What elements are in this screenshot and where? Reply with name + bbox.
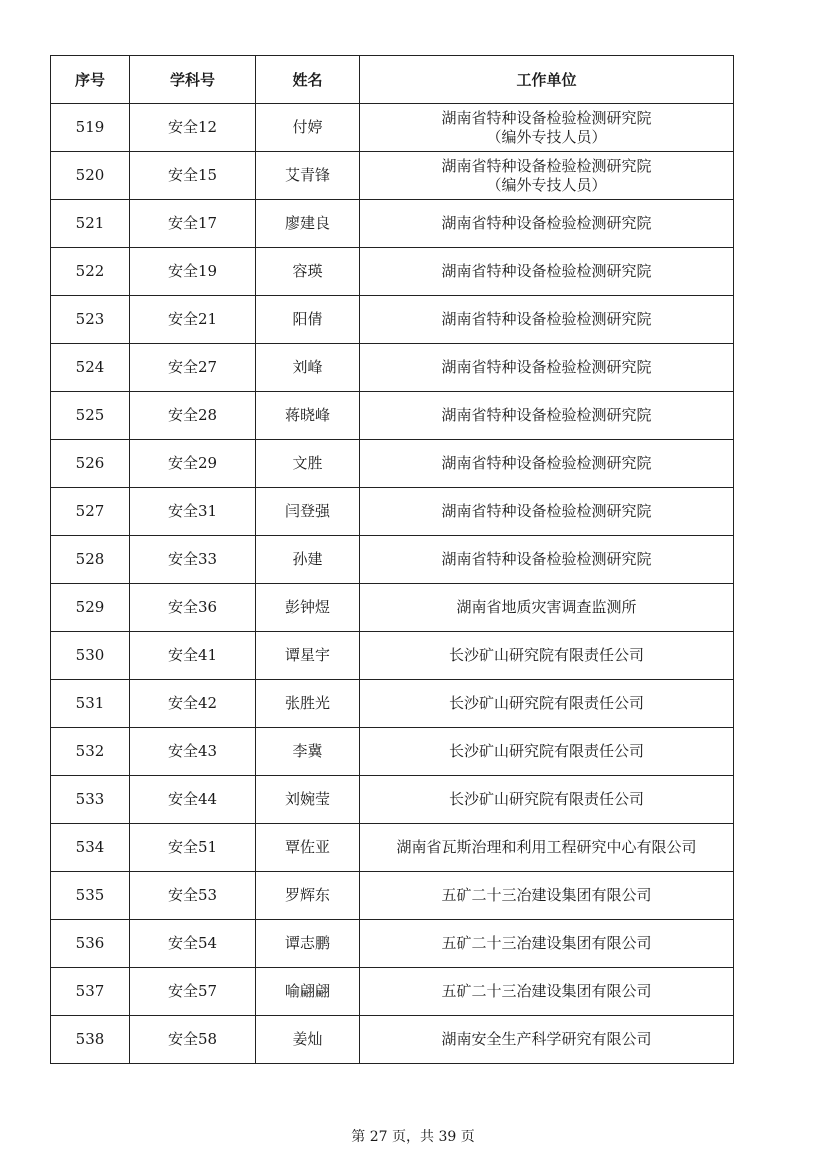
- cell-subject-code: 安全19: [130, 248, 256, 296]
- cell-name: 姜灿: [256, 1016, 360, 1064]
- table-row: [51, 968, 734, 1016]
- cell-subject-code: 安全28: [130, 392, 256, 440]
- work-unit-line: 湖南省特种设备检验检测研究院: [441, 214, 652, 232]
- work-unit-line: 长沙矿山研究院有限责任公司: [448, 742, 644, 760]
- cell-seq: 524: [51, 344, 130, 392]
- cell-seq: 537: [51, 968, 130, 1016]
- work-unit-line: 五矿二十三冶建设集团有限公司: [441, 886, 652, 904]
- cell-name: 彭钟煜: [256, 584, 360, 632]
- cell-seq: 530: [51, 632, 130, 680]
- cell-work-unit: [360, 344, 734, 392]
- cell-name: 孙建: [256, 536, 360, 584]
- table-row: [51, 824, 734, 872]
- work-unit-line: 湖南省特种设备检验检测研究院: [441, 262, 652, 280]
- table-row: [51, 1016, 734, 1064]
- cell-work-unit: [360, 968, 734, 1016]
- work-unit-line: 湖南安全生产科学研究有限公司: [441, 1030, 652, 1048]
- cell-seq: 522: [51, 248, 130, 296]
- cell-seq: 521: [51, 200, 130, 248]
- cell-name: 付婷: [256, 104, 360, 152]
- cell-subject-code: 安全17: [130, 200, 256, 248]
- cell-work-unit: [360, 632, 734, 680]
- work-unit-line: 湖南省瓦斯治理和利用工程研究中心有限公司: [396, 838, 697, 856]
- cell-work-unit: [360, 536, 734, 584]
- cell-name: 谭志鹏: [256, 920, 360, 968]
- work-unit-line: 湖南省特种设备检验检测研究院: [441, 358, 652, 376]
- cell-subject-code: 安全51: [130, 824, 256, 872]
- cell-seq: 520: [51, 152, 130, 200]
- cell-seq: 526: [51, 440, 130, 488]
- cell-subject-code: 安全57: [130, 968, 256, 1016]
- cell-work-unit: [360, 920, 734, 968]
- work-unit-line: 湖南省特种设备检验检测研究院: [441, 156, 652, 175]
- cell-name: 蒋晓峰: [256, 392, 360, 440]
- cell-name: 罗辉东: [256, 872, 360, 920]
- table-body: [51, 104, 734, 1064]
- cell-name: 刘峰: [256, 344, 360, 392]
- cell-seq: 532: [51, 728, 130, 776]
- table-row: [51, 776, 734, 824]
- cell-subject-code: 安全12: [130, 104, 256, 152]
- table-row: [51, 488, 734, 536]
- cell-name: 刘婉莹: [256, 776, 360, 824]
- work-unit-line: 湖南省特种设备检验检测研究院: [441, 108, 652, 127]
- cell-subject-code: 安全31: [130, 488, 256, 536]
- cell-subject-code: 安全27: [130, 344, 256, 392]
- table-row: [51, 680, 734, 728]
- header-work-unit: 工作单位: [360, 56, 734, 104]
- table-row: [51, 536, 734, 584]
- cell-seq: 535: [51, 872, 130, 920]
- cell-work-unit: [360, 152, 734, 200]
- table-row: [51, 344, 734, 392]
- cell-seq: 529: [51, 584, 130, 632]
- work-unit-line: 湖南省特种设备检验检测研究院: [441, 502, 652, 520]
- cell-seq: 523: [51, 296, 130, 344]
- cell-work-unit: [360, 392, 734, 440]
- cell-name: 文胜: [256, 440, 360, 488]
- cell-work-unit: [360, 824, 734, 872]
- table-header: [51, 56, 734, 104]
- work-unit-line: 五矿二十三冶建设集团有限公司: [441, 934, 652, 952]
- cell-seq: 533: [51, 776, 130, 824]
- cell-seq: 528: [51, 536, 130, 584]
- cell-name: 覃佐亚: [256, 824, 360, 872]
- roster-table: [50, 55, 734, 1064]
- cell-seq: 531: [51, 680, 130, 728]
- cell-seq: 527: [51, 488, 130, 536]
- cell-name: 容瑛: [256, 248, 360, 296]
- cell-seq: 519: [51, 104, 130, 152]
- cell-work-unit: [360, 584, 734, 632]
- cell-subject-code: 安全15: [130, 152, 256, 200]
- work-unit-line: 五矿二十三冶建设集团有限公司: [441, 982, 652, 1000]
- work-unit-line: （编外专技人员）: [486, 127, 607, 146]
- table-row: [51, 440, 734, 488]
- cell-seq: 536: [51, 920, 130, 968]
- cell-seq: 534: [51, 824, 130, 872]
- cell-name: 艾青锋: [256, 152, 360, 200]
- table-row: [51, 200, 734, 248]
- cell-work-unit: [360, 680, 734, 728]
- cell-work-unit: [360, 776, 734, 824]
- cell-subject-code: 安全42: [130, 680, 256, 728]
- cell-name: 谭星宇: [256, 632, 360, 680]
- header-seq: 序号: [51, 56, 130, 104]
- cell-seq: 538: [51, 1016, 130, 1064]
- cell-subject-code: 安全21: [130, 296, 256, 344]
- work-unit-line: 湖南省特种设备检验检测研究院: [441, 406, 652, 424]
- table-row: [51, 248, 734, 296]
- cell-subject-code: 安全43: [130, 728, 256, 776]
- table-row: [51, 632, 734, 680]
- cell-work-unit: [360, 296, 734, 344]
- cell-subject-code: 安全41: [130, 632, 256, 680]
- cell-work-unit: [360, 104, 734, 152]
- cell-subject-code: 安全54: [130, 920, 256, 968]
- cell-work-unit: [360, 1016, 734, 1064]
- table-row: [51, 920, 734, 968]
- header-row: [51, 56, 734, 104]
- table-row: [51, 728, 734, 776]
- table-row: [51, 584, 734, 632]
- cell-name: 闫登强: [256, 488, 360, 536]
- page-number: 第 27 页，共 39 页: [351, 1129, 475, 1145]
- header-subject-code: 学科号: [130, 56, 256, 104]
- cell-work-unit: [360, 488, 734, 536]
- work-unit-line: 湖南省特种设备检验检测研究院: [441, 310, 652, 328]
- table-row: [51, 872, 734, 920]
- cell-subject-code: 安全29: [130, 440, 256, 488]
- work-unit-line: 长沙矿山研究院有限责任公司: [448, 646, 644, 664]
- work-unit-line: 湖南省特种设备检验检测研究院: [441, 454, 652, 472]
- cell-work-unit: [360, 872, 734, 920]
- cell-work-unit: [360, 248, 734, 296]
- work-unit-line: 湖南省地质灾害调查监测所: [456, 598, 637, 616]
- cell-subject-code: 安全33: [130, 536, 256, 584]
- table-row: [51, 104, 734, 152]
- cell-work-unit: [360, 200, 734, 248]
- work-unit-line: 湖南省特种设备检验检测研究院: [441, 550, 652, 568]
- cell-seq: 525: [51, 392, 130, 440]
- cell-work-unit: [360, 728, 734, 776]
- cell-name: 李冀: [256, 728, 360, 776]
- work-unit-line: 长沙矿山研究院有限责任公司: [448, 790, 644, 808]
- table-row: [51, 296, 734, 344]
- work-unit-line: （编外专技人员）: [486, 175, 607, 194]
- cell-name: 张胜光: [256, 680, 360, 728]
- table-row: [51, 392, 734, 440]
- cell-work-unit: [360, 440, 734, 488]
- table-row: [51, 152, 734, 200]
- cell-subject-code: 安全36: [130, 584, 256, 632]
- cell-name: 廖建良: [256, 200, 360, 248]
- work-unit-line: 长沙矿山研究院有限责任公司: [448, 694, 644, 712]
- cell-subject-code: 安全44: [130, 776, 256, 824]
- cell-name: 阳倩: [256, 296, 360, 344]
- header-name: 姓名: [256, 56, 360, 104]
- cell-subject-code: 安全53: [130, 872, 256, 920]
- cell-subject-code: 安全58: [130, 1016, 256, 1064]
- cell-name: 喻翩翩: [256, 968, 360, 1016]
